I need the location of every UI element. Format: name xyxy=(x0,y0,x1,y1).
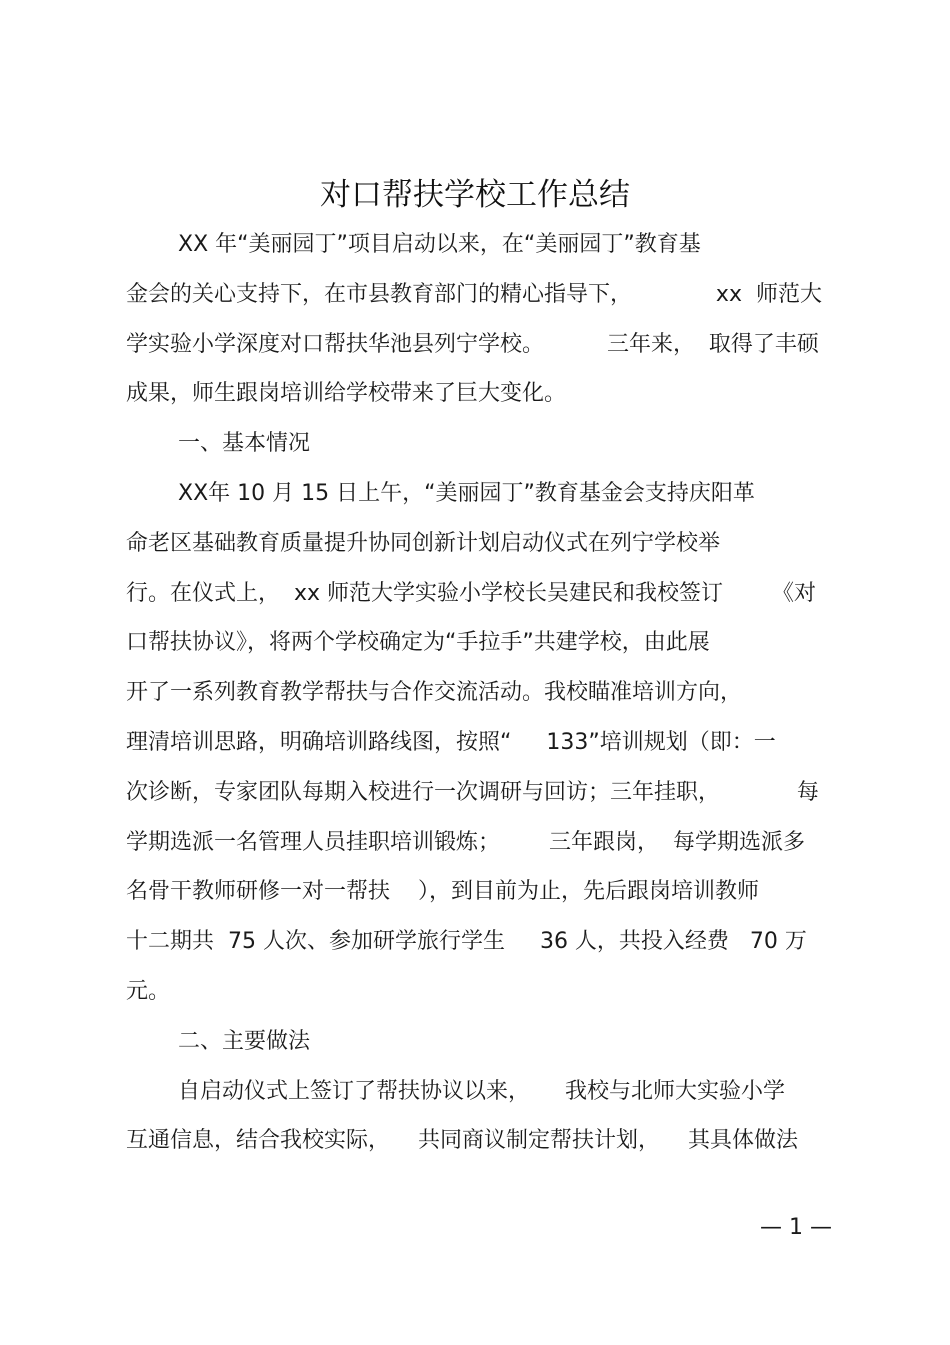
paragraph-line: 行。在仪式上， xx 师范大学实验小学校长吴建民和我校签订 《对 xyxy=(126,581,816,606)
paragraph-line: XX 年“美丽园丁”项目启动以来，在“美丽园丁”教育基 xyxy=(178,232,701,257)
paragraph-line: 金会的关心支持下，在市县教育部门的精心指导下， xx 师范大 xyxy=(126,282,822,307)
paragraph-line: 互通信息，结合我校实际， 共同商议制定帮扶计划， 其具体做法 xyxy=(126,1128,798,1153)
document-title: 对口帮扶学校工作总结 xyxy=(320,177,630,213)
paragraph-line: 命老区基础教育质量提升协同创新计划启动仪式在列宁学校举 xyxy=(126,531,721,556)
paragraph-line: 次诊断，专家团队每期入校进行一次调研与回访；三年挂职， 每 xyxy=(126,780,819,805)
paragraph-line: 理清培训思路，明确培训路线图，按照“ 133”培训规划（即：一 xyxy=(126,730,776,755)
paragraph-line: XX年 10 月 15 日上午，“美丽园丁”教育基金会支持庆阳革 xyxy=(178,481,755,506)
paragraph-line: 成果，师生跟岗培训给学校带来了巨大变化。 xyxy=(126,381,567,406)
paragraph-line: 自启动仪式上签订了帮扶协议以来， 我校与北师大实验小学 xyxy=(178,1079,785,1104)
section-heading: 二、主要做法 xyxy=(178,1029,311,1054)
paragraph-line: 学期选派一名管理人员挂职培训锻炼； 三年跟岗， 每学期选派多 xyxy=(126,830,805,855)
paragraph-line: 元。 xyxy=(126,979,171,1004)
paragraph-line: 名骨干教师研修一对一帮扶 ），到目前为止，先后跟岗培训教师 xyxy=(126,879,759,904)
paragraph-line: 学实验小学深度对口帮扶华池县列宁学校。 三年来， 取得了丰硕 xyxy=(126,332,819,357)
paragraph-line: 十二期共 75 人次、参加研学旅行学生 36 人，共投入经费 70 万 xyxy=(126,929,807,954)
paragraph-line: 开了一系列教育教学帮扶与合作交流活动。我校瞄准培训方向， xyxy=(126,680,743,705)
page-number: — 1 — xyxy=(760,1215,832,1240)
paragraph-line: 口帮扶协议》，将两个学校确定为“手拉手”共建学校，由此展 xyxy=(126,630,710,655)
section-heading: 一、基本情况 xyxy=(178,431,311,456)
